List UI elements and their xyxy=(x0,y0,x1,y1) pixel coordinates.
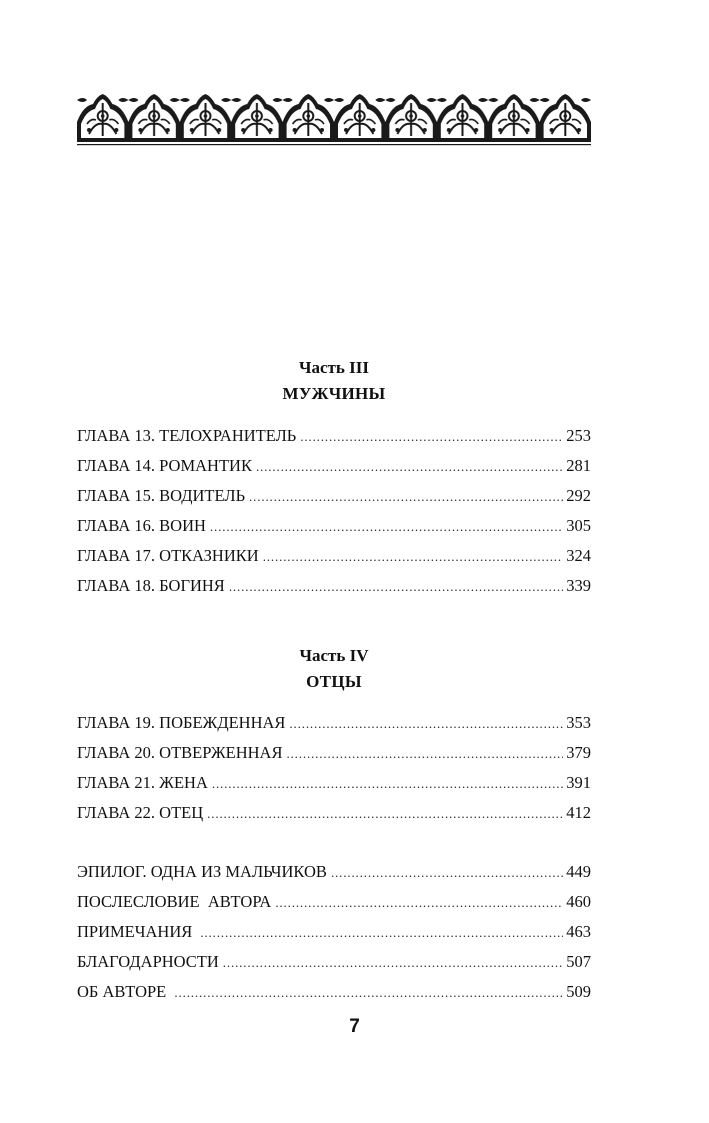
dot-leader xyxy=(256,452,563,482)
toc-entry-page: 281 xyxy=(566,456,591,475)
toc-entry[interactable] xyxy=(77,708,591,738)
part-4-header xyxy=(77,643,591,695)
toc-entry-label: ГЛАВА 18. БОГИНЯ xyxy=(77,576,225,595)
toc-entry-label: ГЛАВА 14. РОМАНТИК xyxy=(77,456,252,475)
part-title: Часть IV xyxy=(299,646,369,665)
toc-entry-page: 305 xyxy=(566,516,591,535)
toc-entry[interactable] xyxy=(77,917,591,947)
toc-entry-label: ГЛАВА 16. ВОИН xyxy=(77,516,206,535)
part-title: Часть III xyxy=(299,358,369,377)
toc-entry[interactable] xyxy=(77,738,591,768)
toc-entry[interactable] xyxy=(77,481,591,511)
toc-entry-page: 463 xyxy=(566,922,591,941)
toc-entry-label: ПОСЛЕСЛОВИЕ АВТОРА xyxy=(77,892,272,911)
toc-entry[interactable] xyxy=(77,421,591,451)
dot-leader xyxy=(331,858,563,888)
dot-leader xyxy=(289,709,563,739)
toc-entry-label: ПРИМЕЧАНИЯ xyxy=(77,922,197,941)
toc-entry-label: ОБ АВТОРЕ xyxy=(77,982,171,1001)
toc-entry-page: 292 xyxy=(566,486,591,505)
toc-entry-page: 339 xyxy=(566,576,591,595)
toc-entry-page: 379 xyxy=(566,743,591,762)
dot-leader xyxy=(174,978,563,1008)
ornament-border xyxy=(77,94,591,146)
toc-entry-page: 449 xyxy=(566,862,591,881)
toc-entry[interactable] xyxy=(77,947,591,977)
part-3-toc xyxy=(77,421,591,601)
toc-entry-label: ГЛАВА 13. ТЕЛОХРАНИТЕЛЬ xyxy=(77,426,297,445)
toc-entry-label: ЭПИЛОГ. ОДНА ИЗ МАЛЬЧИКОВ xyxy=(77,862,327,881)
part-4-toc xyxy=(77,708,591,828)
toc-entry[interactable] xyxy=(77,511,591,541)
toc-entry-page: 324 xyxy=(566,546,591,565)
dot-leader xyxy=(200,918,563,948)
toc-entry[interactable] xyxy=(77,541,591,571)
dot-leader xyxy=(249,482,563,512)
page-number: 7 xyxy=(349,1016,360,1037)
toc-entry[interactable] xyxy=(77,977,591,1007)
toc-entry[interactable] xyxy=(77,571,591,601)
toc-entry-label: ГЛАВА 17. ОТКАЗНИКИ xyxy=(77,546,259,565)
toc-entry-page: 509 xyxy=(566,982,591,1001)
toc-entry-label: ГЛАВА 15. ВОДИТЕЛЬ xyxy=(77,486,246,505)
toc-entry-page: 391 xyxy=(566,773,591,792)
toc-entry-label: ГЛАВА 21. ЖЕНА xyxy=(77,773,208,792)
dot-leader xyxy=(300,422,563,452)
part-subtitle: ОТЦЫ xyxy=(306,672,362,691)
part-3-header xyxy=(77,355,591,407)
dot-leader xyxy=(223,948,563,978)
dot-leader xyxy=(286,739,563,769)
dot-leader xyxy=(263,542,564,572)
toc-entry-page: 412 xyxy=(566,803,591,822)
toc-entry-page: 507 xyxy=(566,952,591,971)
toc-entry[interactable] xyxy=(77,451,591,481)
toc-entry-label: ГЛАВА 19. ПОБЕЖДЕННАЯ xyxy=(77,713,286,732)
toc-entry-label: БЛАГОДАРНОСТИ xyxy=(77,952,219,971)
toc-entry[interactable] xyxy=(77,887,591,917)
toc-entry-page: 253 xyxy=(566,426,591,445)
toc-entry[interactable] xyxy=(77,768,591,798)
dot-leader xyxy=(212,769,563,799)
toc-entry-page: 460 xyxy=(566,892,591,911)
toc-entry[interactable] xyxy=(77,857,591,887)
dot-leader xyxy=(207,799,563,829)
toc-entry-label: ГЛАВА 20. ОТВЕРЖЕННАЯ xyxy=(77,743,283,762)
toc-entry[interactable] xyxy=(77,798,591,828)
back-matter-toc xyxy=(77,857,591,1007)
part-subtitle: МУЖЧИНЫ xyxy=(282,384,386,403)
dot-leader xyxy=(275,888,563,918)
dot-leader xyxy=(229,572,563,602)
dot-leader xyxy=(210,512,563,542)
toc-entry-page: 353 xyxy=(566,713,591,732)
toc-entry-label: ГЛАВА 22. ОТЕЦ xyxy=(77,803,204,822)
